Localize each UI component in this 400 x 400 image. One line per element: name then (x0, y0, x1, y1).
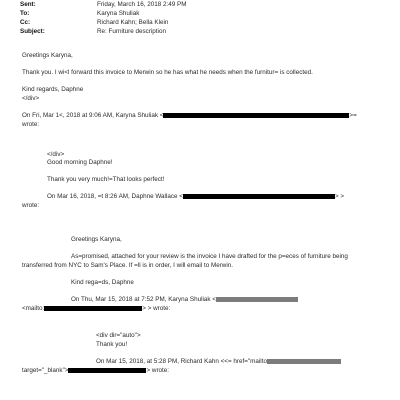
sent-value: Friday, March 16, 2018 2:49 PM (97, 1, 187, 8)
quote4-target-line (22, 367, 169, 374)
quote1-div-tag: </div> (47, 151, 65, 158)
redacted-email (44, 306, 142, 311)
subject-label: Subject: (20, 28, 45, 35)
redacted-email (68, 368, 146, 373)
to-value: Karyna Shuliak (97, 10, 140, 17)
subject-value: Re: Furniture description (97, 28, 166, 35)
quote3-div-tag: <div dir="auto"> (96, 332, 141, 339)
quote3-thanks: Thank you! (96, 341, 128, 348)
quote3-mailto: <mailto: (22, 305, 45, 312)
sent-label: Sent: (20, 1, 36, 8)
greeting: Greetings Karyna, (22, 52, 73, 59)
quote1-suffix: >= (349, 112, 357, 119)
quote3-wrote: > > wrote: (142, 305, 171, 312)
div-close-tag: </div> (22, 95, 40, 102)
to-label: To: (20, 10, 30, 17)
quote2-line1: As=promised, attached for your review is the invoice I have drafted for the p=eces of furniture being (71, 253, 348, 260)
redacted-email (163, 113, 349, 118)
signoff: Kind regards, Daphne (22, 86, 84, 93)
quote1-thanks: Thank you very much!=That looks perfect! (47, 176, 165, 183)
quote3-header (71, 296, 298, 303)
quote4-intro: On Mar 15, 2018, at 5:28 PM, Richard Kahn <<= href="mailto (96, 358, 267, 365)
redacted-email (267, 359, 341, 364)
quote2-wrote: wrote: (22, 202, 40, 209)
quote4-wrote: > wrote: (146, 367, 170, 374)
redacted-email (183, 194, 335, 199)
quote3-mailto-line (22, 305, 170, 312)
cc-value: Richard Kahn; Bella Klein (97, 19, 169, 26)
message-text: Thank you. I wi<l forward this invoice to Merwin so he has what he needs when the furnitur= is collected. (22, 69, 313, 76)
quote2-header (47, 193, 344, 200)
quote1-intro: On Fri, Mar 1<, 2018 at 9:06 AM, Karyna Shuliak < (22, 112, 164, 119)
quote2-greeting: Greetings Karyna, (71, 236, 122, 243)
quote2-intro: On Mar 16, 2018, =t 8:26 AM, Daphne Wallace < (47, 193, 183, 200)
redacted-email (216, 297, 298, 302)
quote4-header (96, 358, 341, 365)
quote4-target: target="_blank"> (22, 367, 69, 374)
quote2-signoff: Kind rega=ds, Daphne (71, 279, 134, 286)
quote1-header (22, 112, 357, 119)
quote2-suffix: > > (334, 193, 345, 200)
quote2-line2: transferred from NYC to Sam's Place. If =ll is in order, I will email to Merwin. (22, 262, 233, 269)
quote3-intro: On Thu, Mar 15, 2018 at 7:52 PM, Karyna Shuliak < (71, 296, 216, 303)
quote1-wrote: wrote: (22, 121, 40, 128)
cc-label: Cc: (20, 19, 31, 26)
quote1-morning: Good morning Daphne! (47, 159, 113, 166)
